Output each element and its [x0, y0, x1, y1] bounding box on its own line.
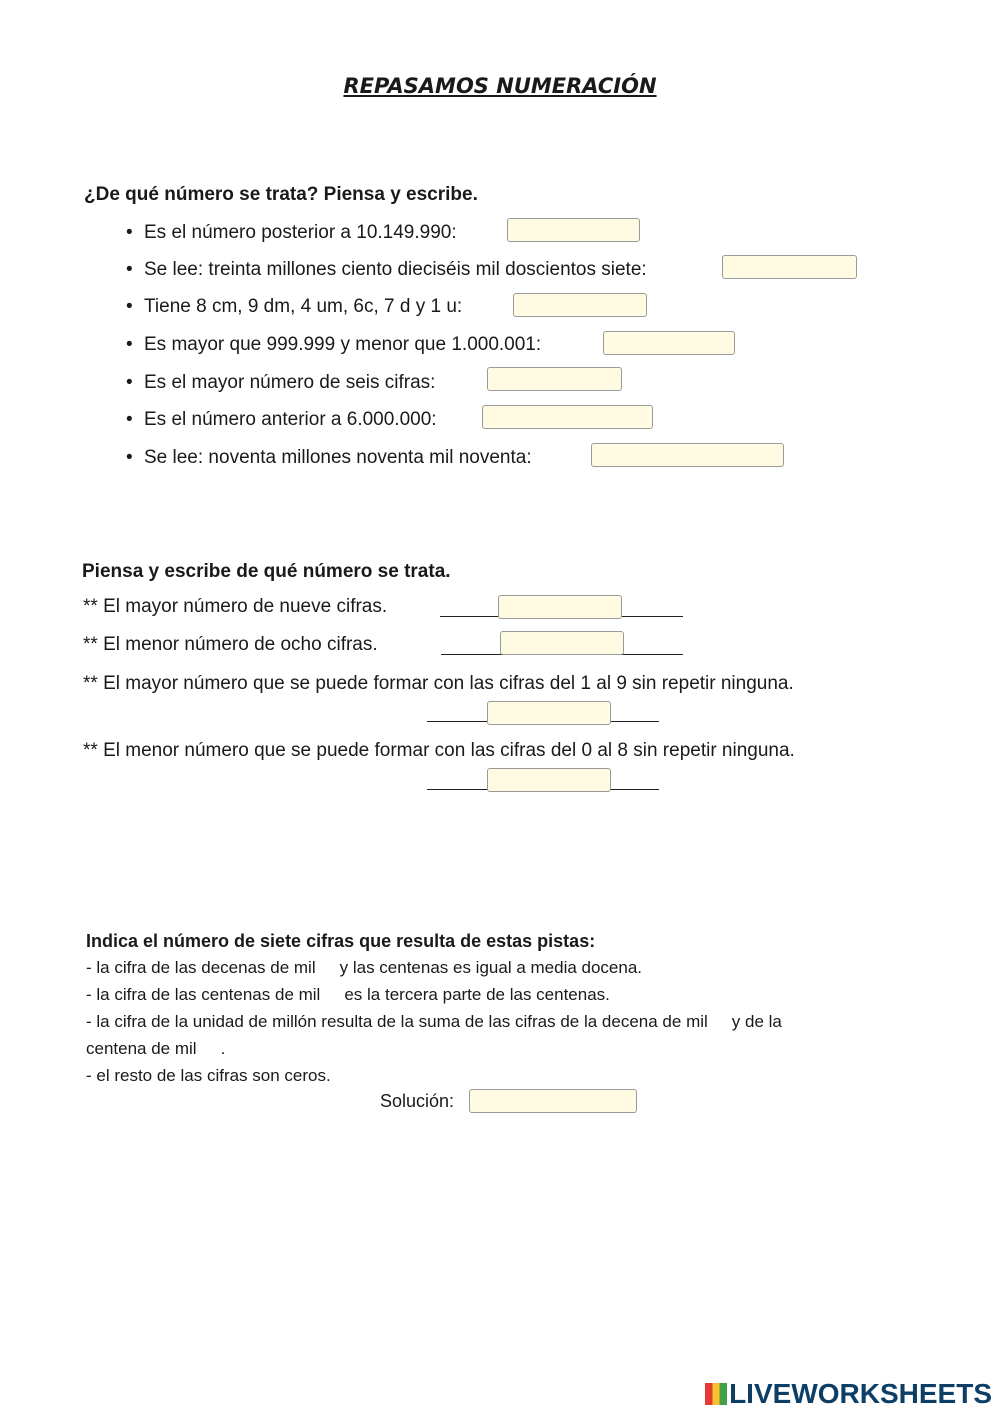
- solution-label: Solución:: [380, 1091, 455, 1111]
- section1-heading: ¿De qué número se trata? Piensa y escribe.: [84, 184, 478, 205]
- answer-field[interactable]: [501, 632, 623, 654]
- answer-field[interactable]: [470, 1090, 636, 1112]
- clue-line: centena de mil .: [86, 1039, 226, 1058]
- bullet-icon: •: [126, 409, 133, 430]
- list-item: ** El mayor número que se puede formar con las cifras del 1 al 9 sin repetir ninguna.: [83, 673, 794, 694]
- answer-field[interactable]: [723, 256, 856, 278]
- answer-field[interactable]: [499, 596, 621, 618]
- bullet-icon: •: [126, 334, 133, 355]
- answer-field[interactable]: [488, 368, 621, 390]
- answer-field[interactable]: [488, 702, 610, 724]
- answer-input-1[interactable]: [507, 218, 640, 242]
- answer-field[interactable]: [604, 332, 734, 354]
- answer-input-7[interactable]: [591, 443, 784, 467]
- section2-heading: Piensa y escribe de qué número se trata.: [82, 561, 451, 582]
- list-item: • Es mayor que 999.999 y menor que 1.000.001:: [126, 334, 542, 355]
- solution-input[interactable]: [469, 1089, 637, 1113]
- answer-input-11[interactable]: [487, 768, 611, 792]
- answer-field[interactable]: [592, 444, 783, 466]
- answer-field[interactable]: [508, 219, 639, 241]
- answer-field[interactable]: [488, 769, 610, 791]
- list-item: • Se lee: noventa millones noventa mil noventa:: [126, 447, 532, 468]
- bullet-icon: •: [126, 222, 133, 243]
- list-item: • Se lee: treinta millones ciento dieciséis mil doscientos siete:: [126, 259, 647, 280]
- answer-input-3[interactable]: [513, 293, 647, 317]
- list-item: • Es el número posterior a 10.149.990:: [126, 222, 457, 243]
- bullet-icon: •: [126, 447, 133, 468]
- answer-field[interactable]: [514, 294, 646, 316]
- list-item: ** El menor número de ocho cifras.: [83, 634, 378, 655]
- answer-field[interactable]: [483, 406, 652, 428]
- answer-input-10[interactable]: [487, 701, 611, 725]
- answer-input-8[interactable]: [498, 595, 622, 619]
- clue-line: - la cifra de las centenas de mil es la tercera parte de las centenas.: [86, 985, 610, 1004]
- answer-input-5[interactable]: [487, 367, 622, 391]
- liveworksheets-icon: [705, 1383, 727, 1405]
- answer-input-2[interactable]: [722, 255, 857, 279]
- bullet-icon: •: [126, 372, 133, 393]
- page-title: REPASAMOS NUMERACIÓN: [343, 74, 657, 98]
- list-item: • Tiene 8 cm, 9 dm, 4 um, 6c, 7 d y 1 u:: [126, 296, 463, 317]
- bullet-icon: •: [126, 259, 133, 280]
- section3-heading: Indica el número de siete cifras que resulta de estas pistas:: [86, 931, 596, 951]
- clue-line: - la cifra de las decenas de mil y las centenas es igual a media docena.: [86, 958, 643, 977]
- liveworksheets-logo[interactable]: LIVEWORKSHEETS: [705, 1378, 992, 1410]
- list-item: • Es el número anterior a 6.000.000:: [126, 409, 437, 430]
- list-item: ** El mayor número de nueve cifras.: [83, 596, 388, 617]
- clue-line: - el resto de las cifras son ceros.: [86, 1066, 331, 1085]
- answer-input-6[interactable]: [482, 405, 653, 429]
- answer-input-9[interactable]: [500, 631, 624, 655]
- clue-line: - la cifra de la unidad de millón resulta de la suma de las cifras de la decena de mil y de la: [86, 1012, 782, 1031]
- answer-input-4[interactable]: [603, 331, 735, 355]
- list-item: ** El menor número que se puede formar con las cifras del 0 al 8 sin repetir ninguna.: [83, 740, 795, 761]
- bullet-icon: •: [126, 296, 133, 317]
- list-item: • Es el mayor número de seis cifras:: [126, 372, 436, 393]
